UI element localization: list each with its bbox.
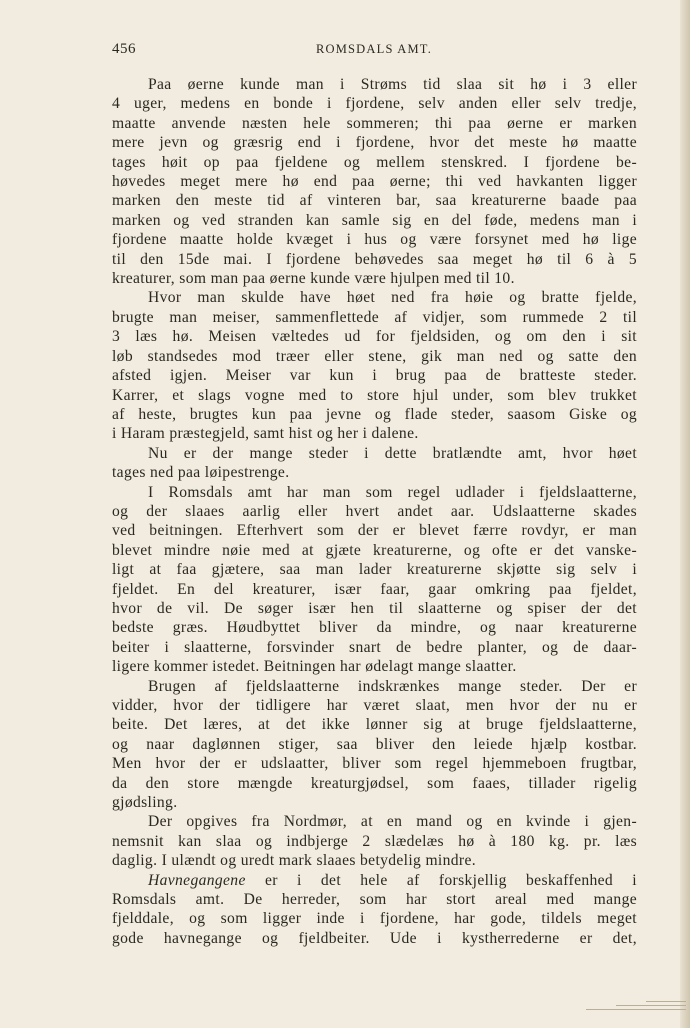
text-line: I Romsdals amt har man som regel udlader i fjeldslaatterne,: [148, 483, 637, 501]
text-line: mere jevn og græsrig end i fjordene, hvor det meste hø maatte: [112, 134, 637, 152]
page-number: 456: [112, 41, 136, 57]
text-line: og der slaaes aarlig eller hvert andet aar. Udslaatterne skades: [112, 502, 637, 520]
text-line: Hvor man skulde have høet ned fra høie og bratte fjelde,: [148, 289, 637, 307]
running-head: ROMSDALS AMT.: [315, 42, 433, 56]
text-line: afsted igjen. Meiser var kun i brug paa de bratteste steder.: [112, 367, 637, 385]
text-line: tages høit op paa fjeldene og mellem stenskred. I fjordene be-: [112, 153, 637, 171]
text-line: marken den meste tid af vinteren bar, saa kreaturerne baade paa: [112, 192, 637, 210]
page-edge-lines: [566, 980, 686, 1010]
text-line: gjødsling.: [112, 794, 178, 812]
text-line: [112, 871, 637, 890]
text-line: til den 15de mai. I fjordene behøvedes saa meget hø til 6 à 5: [112, 250, 637, 268]
text-line: fjeldet. En del kreaturer, især faar, gaar omkring paa fjeldet,: [112, 580, 637, 598]
text-line: Karrer, et slags vogne med to store hjul under, som blev trukket: [112, 386, 637, 404]
text-line: i Haram præstegjeld, samt hist og her i dalene.: [112, 425, 419, 443]
text-line: ligere kommer istedet. Beitningen har ødelagt mange slaatter.: [112, 658, 517, 676]
italic-term: Havnegangene: [148, 871, 246, 889]
text-line: Der opgives fra Nordmør, at en mand og en kvinde i gjen-: [148, 813, 637, 831]
text-line: høvedes meget mere hø end paa øerne; thi ved havkanten ligger: [112, 173, 637, 191]
page-header: [112, 41, 636, 61]
text-line: vidder, hvor der tidligere har været slaat, men hvor der nu er: [112, 697, 637, 714]
page-edge-shadow: [680, 0, 690, 1028]
text-line: beite. Det læres, at det ikke lønner sig at bruge fjeldslaatterne,: [112, 716, 637, 734]
text-line: kreaturer, som man paa øerne kunde være hjulpen med til 10.: [112, 270, 515, 288]
text-line: brugte man meiser, sammenflettede af vidjer, som rummede 2 til: [112, 308, 637, 326]
text-line: bedste græs. Høudbyttet bliver da mindre, og naar kreaturerne: [112, 619, 637, 637]
text-line: blevet mindre nøie med at gjæte kreaturerne, og ofte er det vanske-: [112, 541, 637, 559]
text-line: Paa øerne kunde man i Strøms tid slaa sit hø i 3 eller: [148, 76, 637, 93]
text-line: 4 uger, medens en bonde i fjordene, selv anden eller selv tredje,: [112, 95, 637, 113]
text-line: daglig. I ulændt og uredt mark slaaes betydelig mindre.: [112, 852, 476, 870]
text-line: tages ned paa løipestrenge.: [112, 464, 290, 482]
text-line: 3 læs hø. Meisen væltedes ud for fjeldsiden, og om den i sit: [112, 328, 637, 346]
text-line: maatte anvende næsten hele sommeren; thi paa øerne er marken: [112, 114, 637, 132]
text-line: ligt at faa gjætere, saa man lader kreaturerne skjøtte sig selv i: [112, 561, 637, 579]
text-line: da den store mængde kreaturgjødsel, som faaes, tillader rigelig: [112, 774, 637, 792]
text-line: og naar daglønnen stiger, saa bliver den leiede hjælp kostbar.: [112, 735, 637, 753]
text-line: marken og ved stranden kan samle sig en del føde, medens man i: [112, 211, 637, 229]
text-line: nemsnit kan slaa og indbjerge 2 slædelæs hø à 180 kg. pr. læs: [112, 832, 637, 850]
text-line: løb standsedes mod træer eller stene, gik man ned og satte den: [112, 347, 637, 365]
text-line: Romsdals amt. De herreder, som har stort areal med mange: [112, 891, 637, 909]
text-line: beiter i slaatterne, forsvinder snart de bedre planter, og de daar-: [112, 638, 637, 656]
text-line: ved beitningen. Efterhvert som der er blevet færre rovdyr, er man: [112, 522, 637, 540]
text-line: gode havnegange og fjeldbeiter. Ude i kystherrederne er det,: [112, 929, 637, 947]
text-line: Brugen af fjeldslaatterne indskrænkes mange steder. Der er: [148, 677, 637, 695]
text-line: fjelddale, og som ligger inde i fjordene, har gode, tildels meget: [112, 910, 637, 928]
text-line: Men hvor der er udslaatter, bliver som regel hjemmeboen frugtbar,: [112, 755, 637, 773]
text-line-rest: er i det hele af forskjellig beskaffenhed i: [245, 871, 637, 889]
text-line: Nu er der mange steder i dette bratlændte amt, hvor høet: [148, 444, 637, 462]
text-line: hvor de vil. De søger især hen til slaatterne og spiser der det: [112, 599, 637, 617]
text-line: fjordene maatte holde kvæget i hus og være forsynet med hø lige: [112, 231, 637, 249]
text-line: af heste, brugtes kun paa jevne og flade steder, saasom Giske og: [112, 405, 637, 423]
body-text: [112, 75, 637, 948]
